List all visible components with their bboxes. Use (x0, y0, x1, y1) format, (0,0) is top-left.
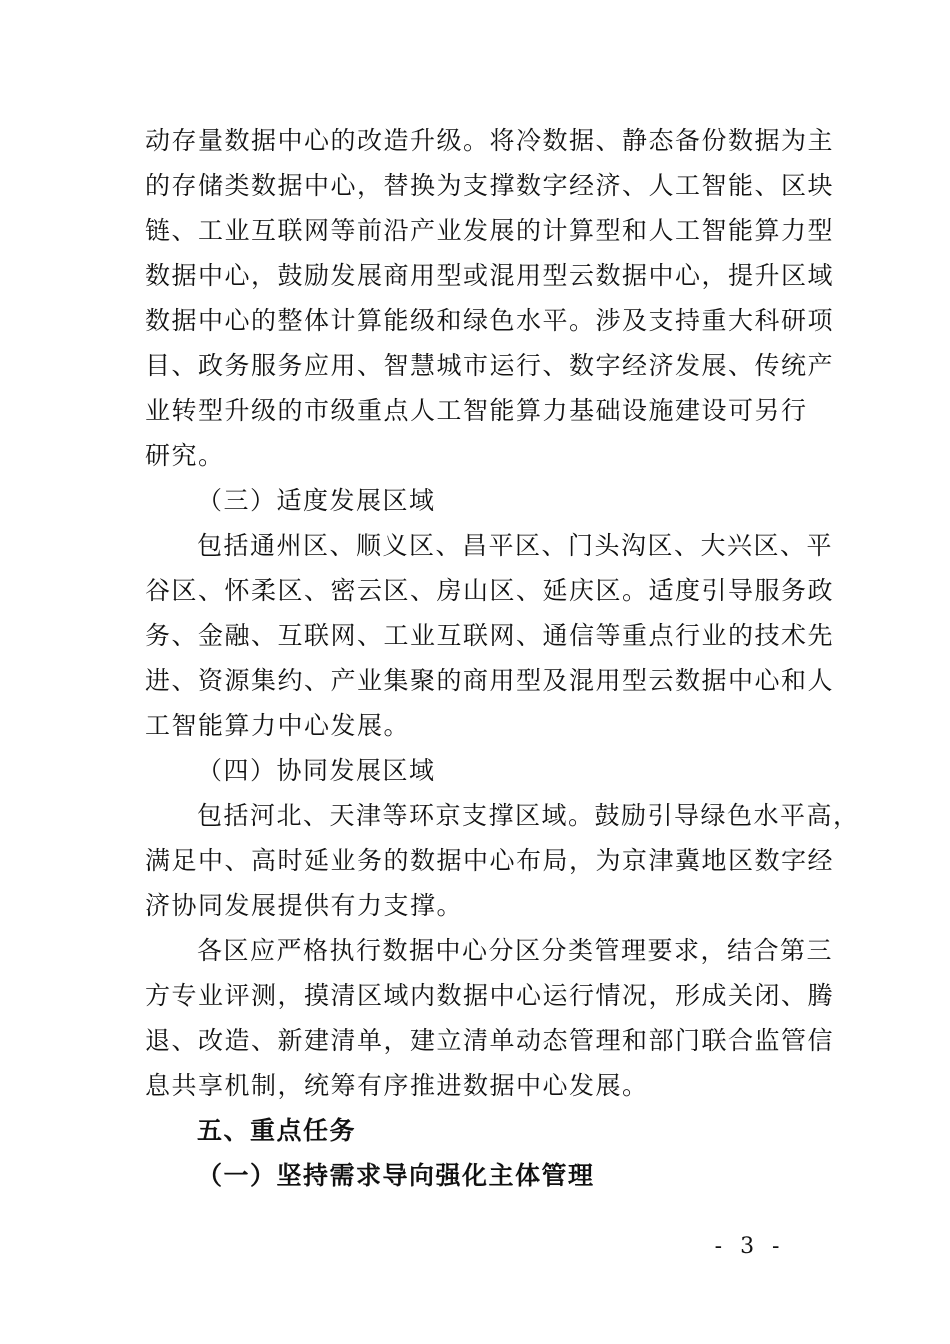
paragraph-line: 研究。 (145, 441, 225, 470)
paragraph-line: 业转型升级的市级重点人工智能算力基础设施建设可另行 (145, 396, 808, 425)
paragraph-line: 方专业评测，摸清区域内数据中心运行情况，形成关闭、腾 (145, 981, 835, 1010)
paragraph-line: 进、资源集约、产业集聚的商用型及混用型云数据中心和人 (145, 666, 835, 695)
paragraph-line: 数据中心，鼓励发展商用型或混用型云数据中心，提升区域 (145, 261, 835, 290)
document-body (145, 118, 860, 1198)
paragraph-line: 退、改造、新建清单，建立清单动态管理和部门联合监管信 (145, 1026, 835, 1055)
paragraph-line: 包括通州区、顺义区、昌平区、门头沟区、大兴区、平 (197, 531, 834, 560)
paragraph-line: 满足中、高时延业务的数据中心布局，为京津冀地区数字经 (145, 846, 835, 875)
paragraph-line: 工智能算力中心发展。 (145, 711, 411, 740)
paragraph-line: 包括河北、天津等环京支撑区域。鼓励引导绿色水平高， (197, 801, 860, 830)
paragraph-line: 各区应严格执行数据中心分区分类管理要求，结合第三 (197, 936, 834, 965)
chapter-heading: 五、重点任务 (197, 1116, 357, 1145)
paragraph-line: 动存量数据中心的改造升级。将冷数据、静态备份数据为主 (145, 126, 835, 155)
section-heading: （一）坚持需求导向强化主体管理 (197, 1161, 595, 1190)
section-heading: （三）适度发展区域 (197, 486, 436, 515)
paragraph-line: 济协同发展提供有力支撑。 (145, 891, 464, 920)
paragraph-line: 目、政务服务应用、智慧城市运行、数字经济发展、传统产 (145, 351, 835, 380)
page-number: - 3 - (714, 1234, 785, 1259)
paragraph-line: 务、金融、互联网、工业互联网、通信等重点行业的技术先 (145, 621, 835, 650)
paragraph-line: 数据中心的整体计算能级和绿色水平。涉及支持重大科研项 (145, 306, 835, 335)
paragraph-line: 谷区、怀柔区、密云区、房山区、延庆区。适度引导服务政 (145, 576, 835, 605)
section-heading: （四）协同发展区域 (197, 756, 436, 785)
paragraph-line: 息共享机制，统筹有序推进数据中心发展。 (145, 1071, 649, 1100)
paragraph-line: 的存储类数据中心，替换为支撑数字经济、人工智能、区块 (145, 171, 835, 200)
paragraph-line: 链、工业互联网等前沿产业发展的计算型和人工智能算力型 (145, 216, 835, 245)
